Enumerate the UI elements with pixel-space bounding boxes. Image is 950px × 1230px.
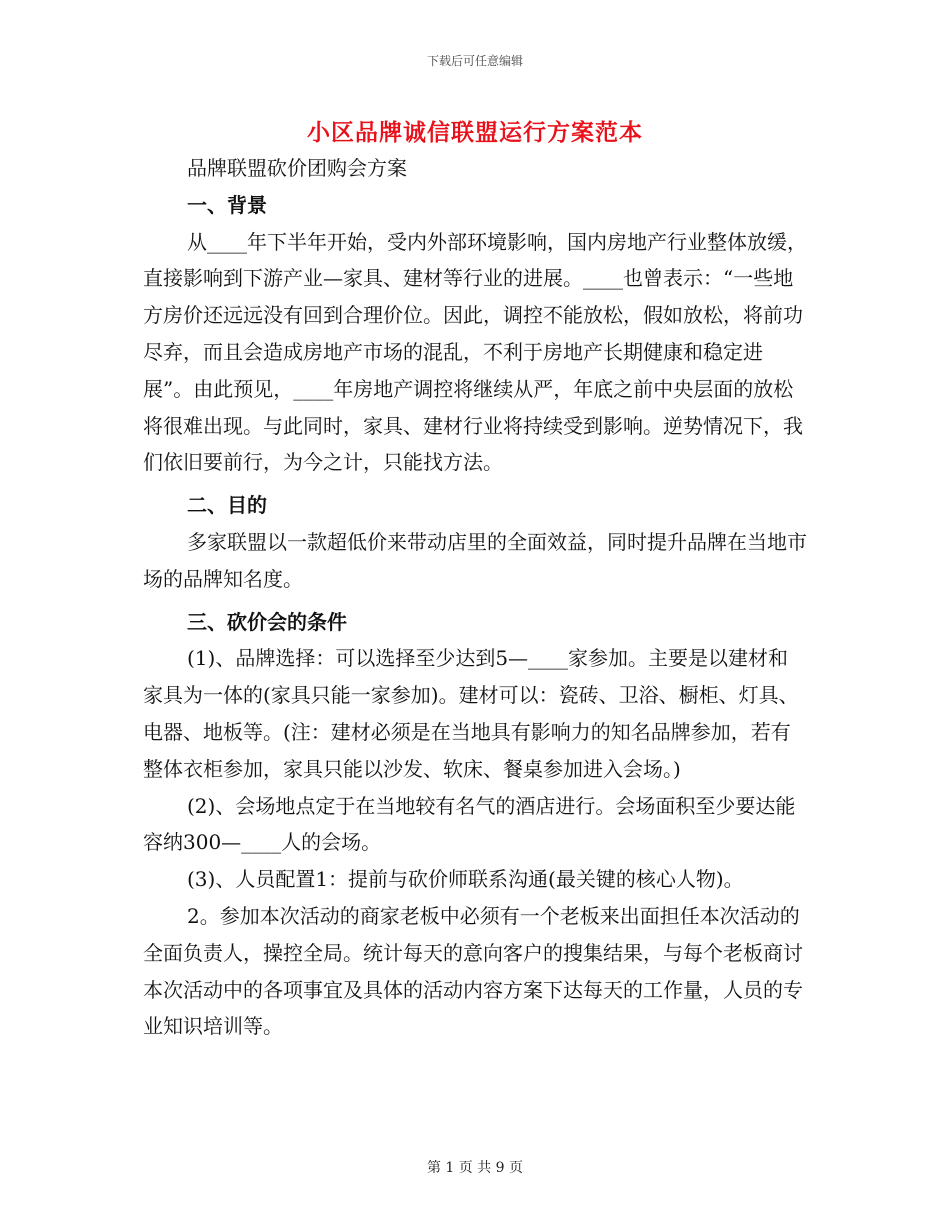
paragraph-condition-1: (1)、品牌选择：可以选择至少达到5—____家参加。主要是以建材和家具为一体的(家具只能一家参加)。建材可以：瓷砖、卫浴、橱柜、灯具、电器、地板等。(注：建材必须是在当地具有影响力的知名品牌参加，若有整体衣柜参加，家具只能以沙发、软床、餐桌参加进入会场。) <box>143 646 799 781</box>
document-body <box>143 150 807 1045</box>
document-subtitle: 品牌联盟砍价团购会方案 <box>187 156 407 180</box>
paragraph-condition-4: 2。参加本次活动的商家老板中必须有一个老板来出面担任本次活动的全面负责人，操控全局。统计每天的意向客户的搜集结果，与每个老板商讨本次活动中的各项事宜及具体的活动内容方案下达每天的工作量，人员的专业知识培训等。 <box>143 903 803 1039</box>
page-header-note: 下载后可任意编辑 <box>426 54 523 68</box>
document-title: 小区品牌诚信联盟运行方案范本 <box>307 119 643 146</box>
paragraph-purpose: 多家联盟以一款超低价来带动店里的全面效益，同时提升品牌在当地市场的品牌知名度。 <box>143 529 807 591</box>
paragraph-condition-2: (2)、会场地点定于在当地较有名气的酒店进行。会场面积至少要达能容纳300—____人的会场。 <box>143 793 796 855</box>
section-heading-purpose: 二、目的 <box>187 493 267 518</box>
section-heading-background: 一、背景 <box>187 192 267 217</box>
paragraph-condition-3: (3)、人员配置1：提前与砍价师联系沟通(最关键的核心人物)。 <box>187 867 744 892</box>
page-number: 第 1 页 共 9 页 <box>426 1160 524 1176</box>
paragraph-background: 从____年下半年开始，受内外部环境影响，国内房地产行业整体放缓，直接影响到下游产业—家具、建材等行业的进展。____也曾表示：“一些地方房价还远远没有回到合理价位。因此，调控不能放松，假如放松，将前功尽弃，而且会造成房地产市场的混乱，不利于房地产长期健康和稳定进展”。由此预见，____年房地产调控将继续从严，年底之前中央层面的放松将很难出现。与此同时，家具、建材行业将持续受到影响。逆势情况下，我们依旧要前行，为今之计，只能找方法。 <box>143 229 807 475</box>
section-heading-conditions: 三、砍价会的条件 <box>187 609 347 634</box>
